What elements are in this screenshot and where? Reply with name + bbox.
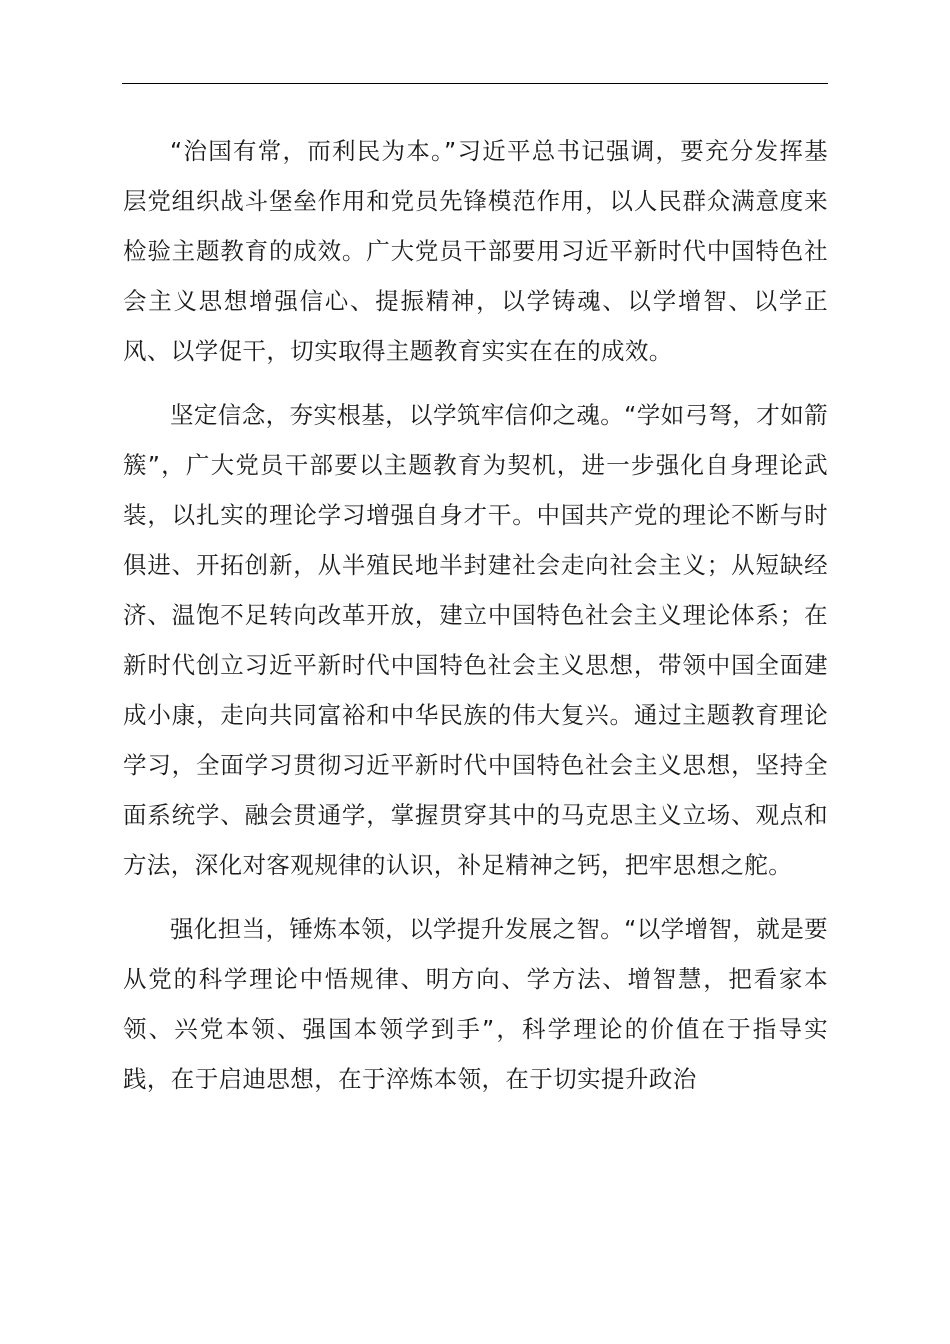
header-rule <box>122 83 828 84</box>
paragraph-2: 坚定信念，夯实根基，以学筑牢信仰之魂。“学如弓弩，才如箭簇”，广大党员干部要以主题教育为契机，进一步强化自身理论武装，以扎实的理论学习增强自身才干。中国共产党的理论不断与时俱进、开拓创新，从半殖民地半封建社会走向社会主义；从短缺经济、温饱不足转向改革开放，建立中国特色社会主义理论体系；在新时代创立习近平新时代中国特色社会主义思想，带领中国全面建成小康，走向共同富裕和中华民族的伟大复兴。通过主题教育理论学习，全面学习贯彻习近平新时代中国特色社会主义思想，坚持全面系统学、融会贯通学，掌握贯穿其中的马克思主义立场、观点和方法，深化对客观规律的认识，补足精神之钙，把牢思想之舵。 <box>123 401 828 879</box>
paragraph-1: “治国有常，而利民为本。”习近平总书记强调，要充分发挥基层党组织战斗堡垒作用和党员先锋模范作用，以人民群众满意度来检验主题教育的成效。广大党员干部要用习近平新时代中国特色社会主义思想增强信心、提振精神，以学铸魂、以学增智、以学正风、以学促干，切实取得主题教育实实在在的成效。 <box>123 137 828 365</box>
paragraph-3: 强化担当，锤炼本领，以学提升发展之智。“以学增智，就是要从党的科学理论中悟规律、明方向、学方法、增智慧，把看家本领、兴党本领、强国本领学到手”，科学理论的价值在于指导实践，在于启迪思想，在于淬炼本领，在于切实提升政治 <box>123 915 828 1093</box>
body-text <box>123 126 828 1118</box>
